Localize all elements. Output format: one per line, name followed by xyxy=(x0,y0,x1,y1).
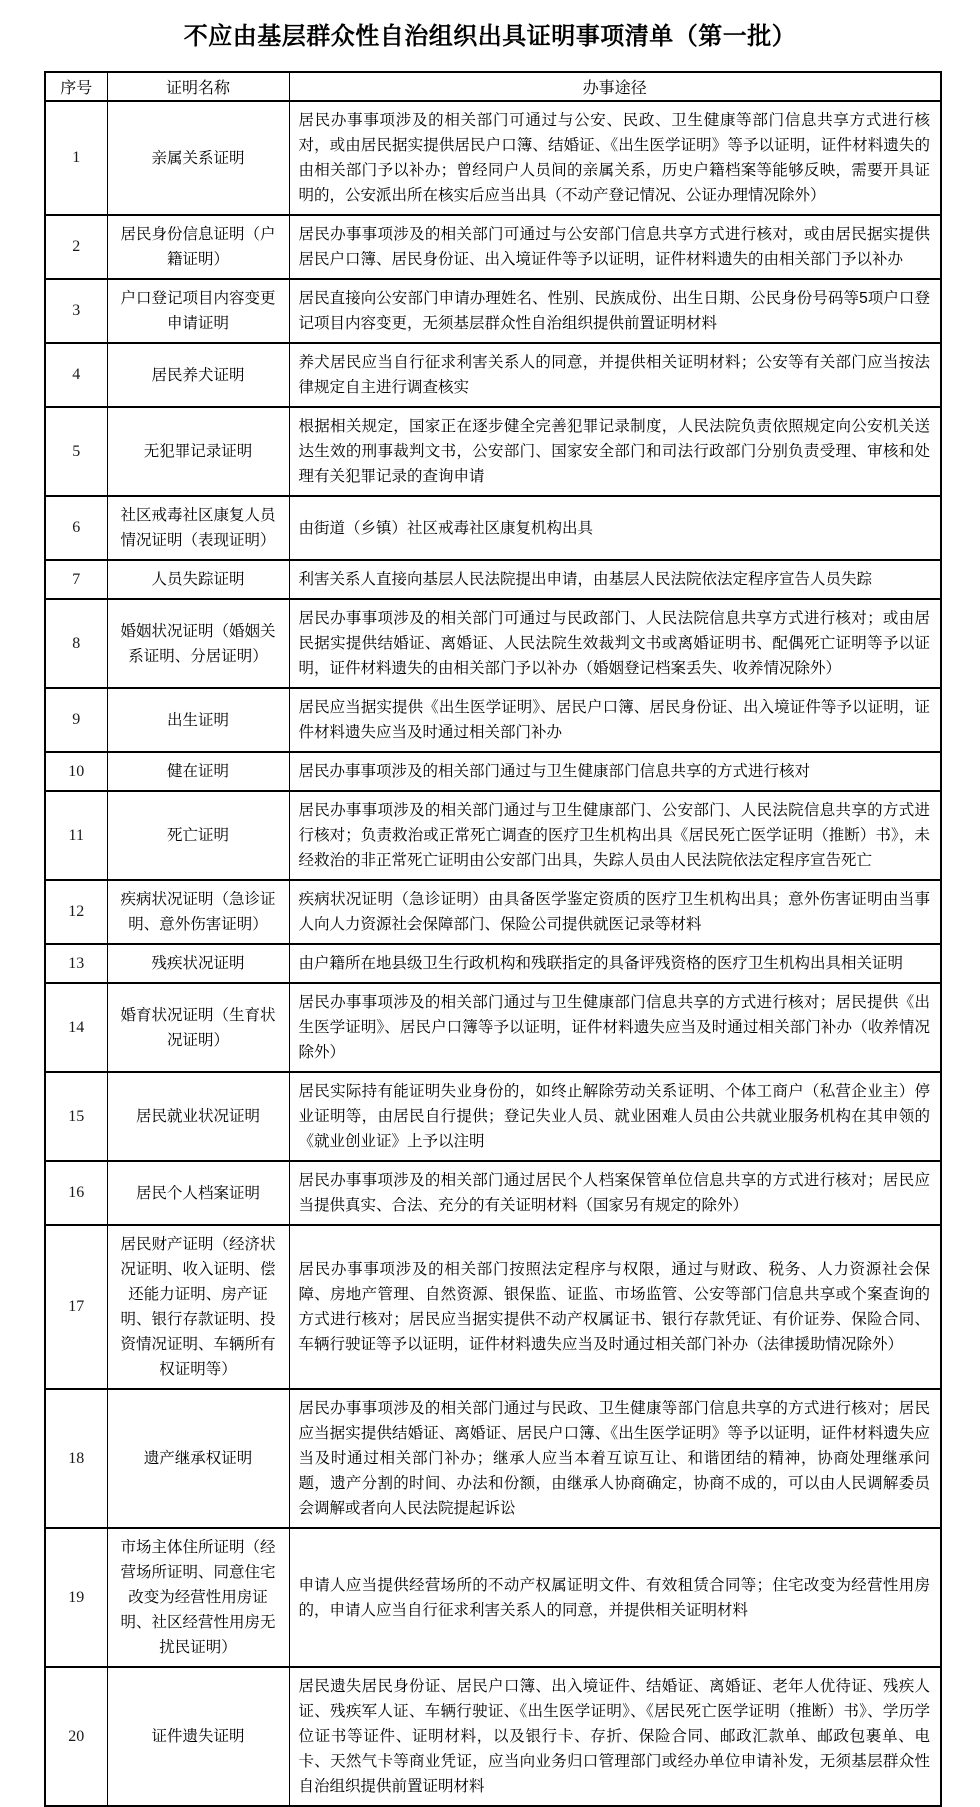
certificate-name: 居民身份信息证明（户籍证明） xyxy=(107,215,289,279)
row-index: 2 xyxy=(45,215,107,279)
row-index: 20 xyxy=(45,1667,107,1806)
table-row xyxy=(45,560,941,599)
certificate-name: 户口登记项目内容变更申请证明 xyxy=(107,279,289,343)
table-row xyxy=(45,1072,941,1161)
certificate-name: 残疾状况证明 xyxy=(107,944,289,983)
row-index: 19 xyxy=(45,1528,107,1667)
handling-method: 居民办事事项涉及的相关部门可通过与公安、民政、卫生健康等部门信息共享方式进行核对，或由居民据实提供居民户口簿、结婚证、《出生医学证明》等予以证明，证件材料遗失的由相关部门予以补办；曾经同户人员间的亲属关系，历史户籍档案等能够反映，需要开具证明的，公安派出所在核实后应当出具（不动产登记情况、公证办理情况除外） xyxy=(289,101,941,215)
certificate-name: 遗产继承权证明 xyxy=(107,1389,289,1528)
handling-method: 根据相关规定，国家正在逐步健全完善犯罪记录制度，人民法院负责依照规定向公安机关送达生效的刑事裁判文书，公安部门、国家安全部门和司法行政部门分别负责受理、审核和处理有关犯罪记录的查询申请 xyxy=(289,407,941,496)
table-row xyxy=(45,1667,941,1806)
certificate-name: 婚育状况证明（生育状况证明） xyxy=(107,983,289,1072)
certificate-name: 人员失踪证明 xyxy=(107,560,289,599)
row-index: 15 xyxy=(45,1072,107,1161)
table-row xyxy=(45,1161,941,1225)
row-index: 6 xyxy=(45,496,107,560)
handling-method: 由户籍所在地县级卫生行政机构和残联指定的具备评残资格的医疗卫生机构出具相关证明 xyxy=(289,944,941,983)
certificate-name: 死亡证明 xyxy=(107,791,289,880)
certificate-name: 疾病状况证明（急诊证明、意外伤害证明） xyxy=(107,880,289,944)
table-row xyxy=(45,101,941,215)
table-row xyxy=(45,880,941,944)
row-index: 14 xyxy=(45,983,107,1072)
certificate-name: 社区戒毒社区康复人员情况证明（表现证明） xyxy=(107,496,289,560)
table-row xyxy=(45,407,941,496)
handling-method: 居民办事事项涉及的相关部门通过与卫生健康部门信息共享的方式进行核对 xyxy=(289,752,941,791)
certificate-name: 证件遗失证明 xyxy=(107,1667,289,1806)
row-index: 9 xyxy=(45,688,107,752)
certificate-name: 健在证明 xyxy=(107,752,289,791)
header-row xyxy=(45,72,941,101)
certificate-name: 居民个人档案证明 xyxy=(107,1161,289,1225)
table-row xyxy=(45,1528,941,1667)
table-header xyxy=(45,72,941,101)
table-row xyxy=(45,343,941,407)
column-header-index: 序号 xyxy=(45,72,107,101)
table-row xyxy=(45,496,941,560)
certificate-name: 居民财产证明（经济状况证明、收入证明、偿还能力证明、房产证明、银行存款证明、投资情况证明、车辆所有权证明等） xyxy=(107,1225,289,1389)
certificate-name: 居民就业状况证明 xyxy=(107,1072,289,1161)
row-index: 8 xyxy=(45,599,107,688)
handling-method: 居民办事事项涉及的相关部门可通过与公安部门信息共享方式进行核对，或由居民据实提供居民户口簿、居民身份证、出入境证件等予以证明，证件材料遗失的由相关部门予以补办 xyxy=(289,215,941,279)
table-body xyxy=(45,101,941,1806)
handling-method: 疾病状况证明（急诊证明）由具备医学鉴定资质的医疗卫生机构出具；意外伤害证明由当事人向人力资源社会保障部门、保险公司提供就医记录等材料 xyxy=(289,880,941,944)
row-index: 16 xyxy=(45,1161,107,1225)
row-index: 1 xyxy=(45,101,107,215)
handling-method: 居民办事事项涉及的相关部门可通过与民政部门、人民法院信息共享方式进行核对；或由居民据实提供结婚证、离婚证、人民法院生效裁判文书或离婚证明书、配偶死亡证明等予以证明，证件材料遗失的由相关部门予以补办（婚姻登记档案丢失、收养情况除外） xyxy=(289,599,941,688)
row-index: 17 xyxy=(45,1225,107,1389)
handling-method: 居民遗失居民身份证、居民户口簿、出入境证件、结婚证、离婚证、老年人优待证、残疾人证、残疾军人证、车辆行驶证、《出生医学证明》、《居民死亡医学证明（推断）书》、学历学位证书等证件、证明材料，以及银行卡、存折、保险合同、邮政汇款单、邮政包裹单、电卡、天然气卡等商业凭证，应当向业务归口管理部门或经办单位申请补发，无须基层群众性自治组织提供前置证明材料 xyxy=(289,1667,941,1806)
handling-method: 居民办事事项涉及的相关部门通过与卫生健康部门信息共享的方式进行核对；居民提供《出生医学证明》、居民户口簿等予以证明，证件材料遗失应当及时通过相关部门补办（收养情况除外） xyxy=(289,983,941,1072)
table-row xyxy=(45,983,941,1072)
table-row xyxy=(45,279,941,343)
handling-method: 由街道（乡镇）社区戒毒社区康复机构出具 xyxy=(289,496,941,560)
certificate-name: 亲属关系证明 xyxy=(107,101,289,215)
row-index: 7 xyxy=(45,560,107,599)
row-index: 12 xyxy=(45,880,107,944)
handling-method: 居民应当据实提供《出生医学证明》、居民户口簿、居民身份证、出入境证件等予以证明，证件材料遗失应当及时通过相关部门补办 xyxy=(289,688,941,752)
row-index: 10 xyxy=(45,752,107,791)
table-row xyxy=(45,1389,941,1528)
row-index: 5 xyxy=(45,407,107,496)
handling-method: 居民办事事项涉及的相关部门通过与民政、卫生健康等部门信息共享的方式进行核对；居民应当据实提供结婚证、离婚证、居民户口簿、《出生医学证明》等予以证明，证件材料遗失应当及时通过相关部门补办；继承人应当本着互谅互让、和谐团结的精神，协商处理继承问题，遗产分割的时间、办法和份额，由继承人协商确定，协商不成的，可以由人民调解委员会调解或者向人民法院提起诉讼 xyxy=(289,1389,941,1528)
handling-method: 养犬居民应当自行征求利害关系人的同意，并提供相关证明材料；公安等有关部门应当按法律规定自主进行调查核实 xyxy=(289,343,941,407)
table-row xyxy=(45,599,941,688)
handling-method: 居民办事事项涉及的相关部门通过与卫生健康部门、公安部门、人民法院信息共享的方式进行核对；负责救治或正常死亡调查的医疗卫生机构出具《居民死亡医学证明（推断）书》，未经救治的非正常死亡证明由公安部门出具，失踪人员由人民法院依法定程序宣告死亡 xyxy=(289,791,941,880)
table-row xyxy=(45,944,941,983)
column-header-name: 证明名称 xyxy=(107,72,289,101)
row-index: 11 xyxy=(45,791,107,880)
table-row xyxy=(45,752,941,791)
row-index: 3 xyxy=(45,279,107,343)
row-index: 4 xyxy=(45,343,107,407)
certificate-name: 市场主体住所证明（经营场所证明、同意住宅改变为经营性用房证明、社区经营性用房无扰民证明） xyxy=(107,1528,289,1667)
certificates-table xyxy=(44,71,942,1807)
handling-method: 利害关系人直接向基层人民法院提出申请，由基层人民法院依法定程序宣告人员失踪 xyxy=(289,560,941,599)
handling-method: 居民实际持有能证明失业身份的，如终止解除劳动关系证明、个体工商户（私营企业主）停业证明等，由居民自行提供；登记失业人员、就业困难人员由公共就业服务机构在其申领的《就业创业证》上予以注明 xyxy=(289,1072,941,1161)
table-row xyxy=(45,215,941,279)
column-header-method: 办事途径 xyxy=(289,72,941,101)
certificate-name: 婚姻状况证明（婚姻关系证明、分居证明） xyxy=(107,599,289,688)
page-title: 不应由基层群众性自治组织出具证明事项清单（第一批） xyxy=(183,23,797,50)
certificate-name: 无犯罪记录证明 xyxy=(107,407,289,496)
table-row xyxy=(45,1225,941,1389)
handling-method: 居民办事事项涉及的相关部门按照法定程序与权限，通过与财政、税务、人力资源社会保障、房地产管理、自然资源、银保监、证监、市场监管、公安等部门信息共享或个案查询的方式进行核对；居民应当据实提供不动产权属证书、银行存款凭证、有价证券、保险合同、车辆行驶证等予以证明，证件材料遗失应当及时通过相关部门补办（法律援助情况除外） xyxy=(289,1225,941,1389)
handling-method: 居民直接向公安部门申请办理姓名、性别、民族成份、出生日期、公民身份号码等5项户口登记项目内容变更，无须基层群众性自治组织提供前置证明材料 xyxy=(289,279,941,343)
table-row xyxy=(45,688,941,752)
certificate-name: 出生证明 xyxy=(107,688,289,752)
row-index: 13 xyxy=(45,944,107,983)
handling-method: 居民办事事项涉及的相关部门通过居民个人档案保管单位信息共享的方式进行核对；居民应当提供真实、合法、充分的有关证明材料（国家另有规定的除外） xyxy=(289,1161,941,1225)
handling-method: 申请人应当提供经营场所的不动产权属证明文件、有效租赁合同等；住宅改变为经营性用房的，申请人应当自行征求利害关系人的同意，并提供相关证明材料 xyxy=(289,1528,941,1667)
row-index: 18 xyxy=(45,1389,107,1528)
certificate-name: 居民养犬证明 xyxy=(107,343,289,407)
table-row xyxy=(45,791,941,880)
